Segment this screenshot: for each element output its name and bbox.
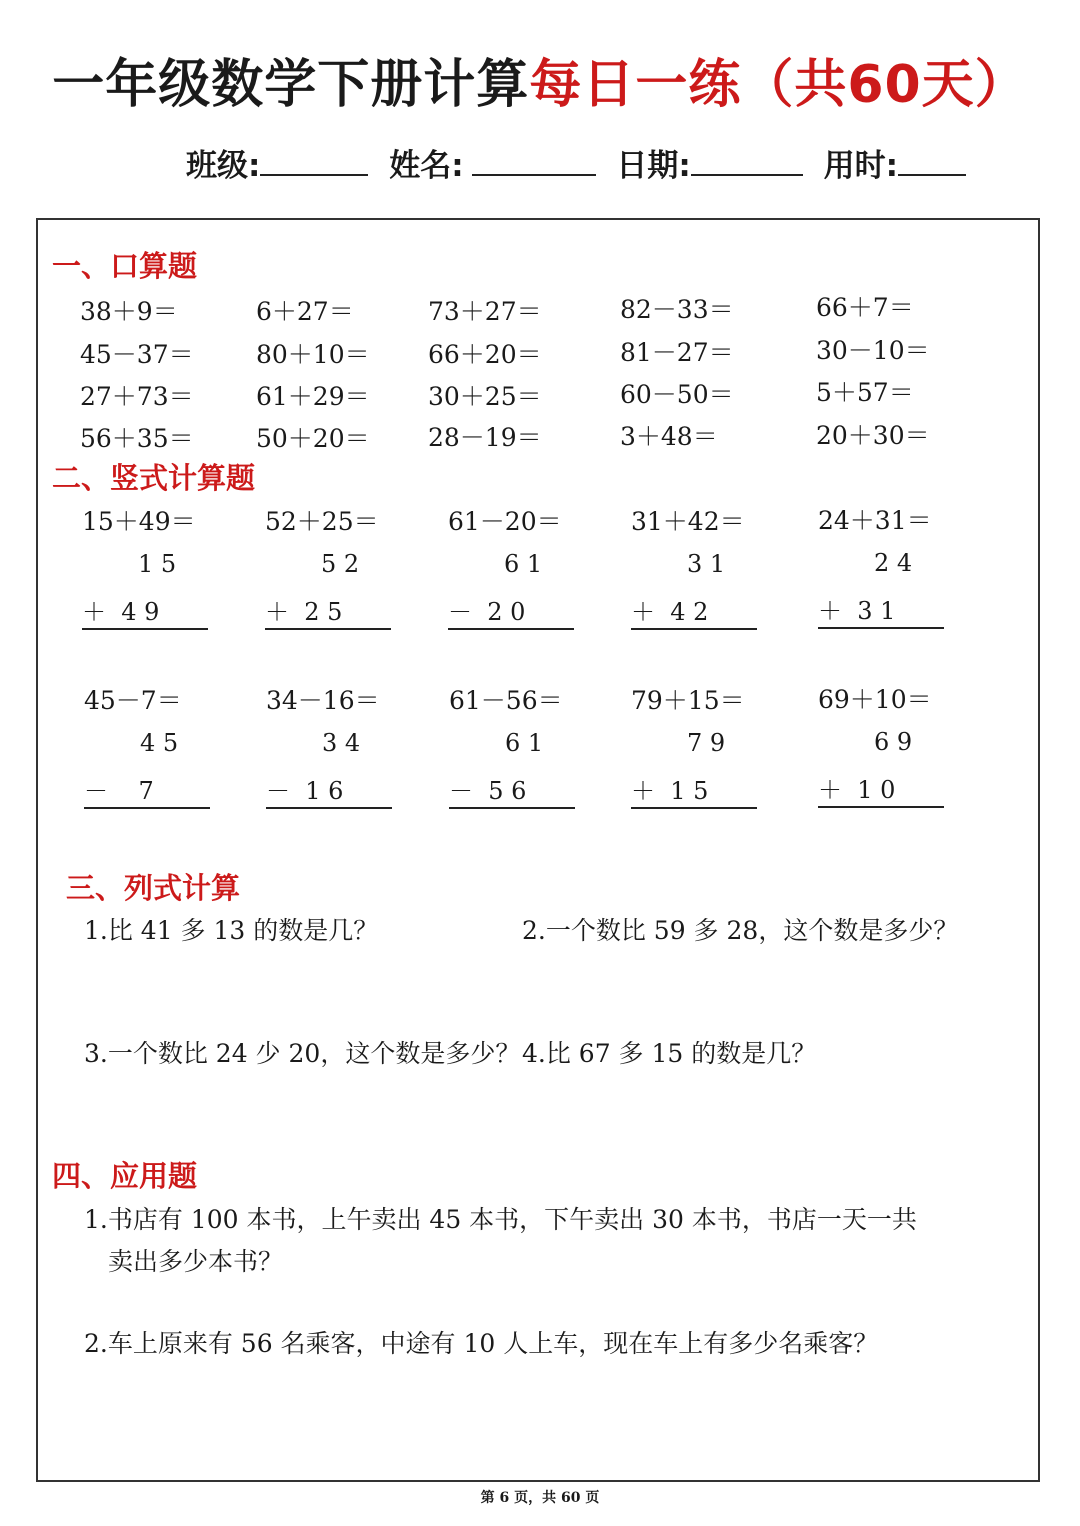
vertical-equation: 61－20＝ [448,507,562,536]
vertical-top-number: 6 9 [874,728,913,756]
date-blank[interactable] [691,144,803,176]
vertical-top-number: 3 1 [687,550,726,578]
word-problem-1-line2: 卖出多少本书？ [108,1247,284,1276]
vertical-answer-line [818,627,944,629]
listing-question-4: 4.比 67 多 15 的数是几？ [522,1039,817,1068]
vertical-answer-line [265,628,391,630]
mental-problem: 30－10＝ [816,336,930,365]
vertical-bottom-number: ＋ 2 5 [265,598,343,626]
vertical-top-number: 5 2 [321,550,360,578]
section4-heading: 四、应用题 [52,1159,198,1193]
mental-problem: 30＋25＝ [428,382,542,411]
vertical-equation: 52＋25＝ [265,507,379,536]
mental-problem: 56＋35＝ [80,424,194,453]
vertical-answer-line [82,628,208,630]
student-info-row [186,140,976,185]
vertical-bottom-number: － 5 6 [449,777,527,805]
vertical-equation: 45－7＝ [84,686,182,715]
vertical-answer-line [266,807,392,809]
vertical-bottom-number: ＋ 3 1 [818,597,896,625]
listing-question-2: 2.一个数比 59 多 28，这个数是多少？ [522,916,959,945]
mental-problem: 38＋9＝ [80,297,178,326]
vertical-equation: 61－56＝ [449,686,563,715]
class-label: 班级: [186,148,261,184]
vertical-top-number: 1 5 [138,550,177,578]
vertical-equation: 31＋42＝ [631,507,745,536]
word-problem-1-line1: 1.书店有 100 本书，上午卖出 45 本书，下午卖出 30 本书，书店一天一共 [84,1205,917,1234]
class-field [186,140,368,185]
class-blank[interactable] [260,144,368,176]
vertical-bottom-number: ＋ 4 9 [82,598,160,626]
vertical-top-number: 7 9 [687,729,726,757]
vertical-bottom-number: － 1 6 [266,777,344,805]
vertical-top-number: 6 1 [504,550,543,578]
listing-question-1: 1.比 41 多 13 的数是几？ [84,916,379,945]
vertical-equation: 34－16＝ [266,686,380,715]
mental-problem: 73＋27＝ [428,297,542,326]
mental-problem: 61＋29＝ [256,382,370,411]
mental-problem: 66＋7＝ [816,293,914,322]
vertical-top-number: 4 5 [140,729,179,757]
vertical-answer-line [818,806,944,808]
vertical-bottom-number: － 2 0 [448,598,526,626]
vertical-equation: 79＋15＝ [631,686,745,715]
mental-problem: 60－50＝ [620,380,734,409]
vertical-bottom-number: ＋ 1 0 [818,776,896,804]
name-blank[interactable] [472,144,596,176]
date-label: 日期: [616,148,691,184]
vertical-equation: 15＋49＝ [82,507,196,536]
section2-heading: 二、竖式计算题 [52,461,256,495]
time-label: 用时: [823,148,899,184]
mental-problem: 28－19＝ [428,423,542,452]
word-problem-2: 2.车上原来有 56 名乘客，中途有 10 人上车，现在车上有多少名乘客？ [84,1329,879,1358]
mental-problem: 45－37＝ [80,340,194,369]
vertical-top-number: 2 4 [874,549,913,577]
title-main: 一年级数学下册计算 [52,55,530,115]
name-field [389,140,595,185]
vertical-answer-line [631,807,757,809]
page-footer: 第 6 页，共 60 页 [480,1490,600,1506]
vertical-bottom-number: ＋ 4 2 [631,598,709,626]
mental-problem: 3＋48＝ [620,422,718,451]
vertical-equation: 24＋31＝ [818,506,932,535]
vertical-answer-line [449,807,575,809]
mental-problem: 80＋10＝ [256,340,370,369]
mental-problem: 50＋20＝ [256,424,370,453]
mental-problem: 27＋73＝ [80,382,194,411]
time-field [824,140,966,185]
vertical-bottom-number: － 7 [84,777,154,805]
mental-problem: 81－27＝ [620,338,734,367]
worksheet-title [0,42,1080,117]
mental-problem: 20＋30＝ [816,421,930,450]
vertical-equation: 69＋10＝ [818,685,932,714]
title-highlight: 每日一练（共60天） [529,55,1028,115]
vertical-top-number: 6 1 [505,729,544,757]
mental-problem: 66＋20＝ [428,340,542,369]
mental-problem: 5＋57＝ [816,378,914,407]
section3-heading: 三、列式计算 [66,871,241,905]
time-blank[interactable] [898,144,966,176]
vertical-answer-line [84,807,210,809]
vertical-top-number: 3 4 [322,729,361,757]
listing-question-3: 3.一个数比 24 少 20，这个数是多少？ [84,1039,521,1068]
mental-problem: 6＋27＝ [256,297,354,326]
name-label: 姓名: [389,148,464,184]
vertical-bottom-number: ＋ 1 5 [631,777,709,805]
section1-heading: 一、口算题 [52,249,198,283]
date-field [616,140,802,185]
mental-problem: 82－33＝ [620,295,734,324]
vertical-answer-line [448,628,574,630]
vertical-answer-line [631,628,757,630]
